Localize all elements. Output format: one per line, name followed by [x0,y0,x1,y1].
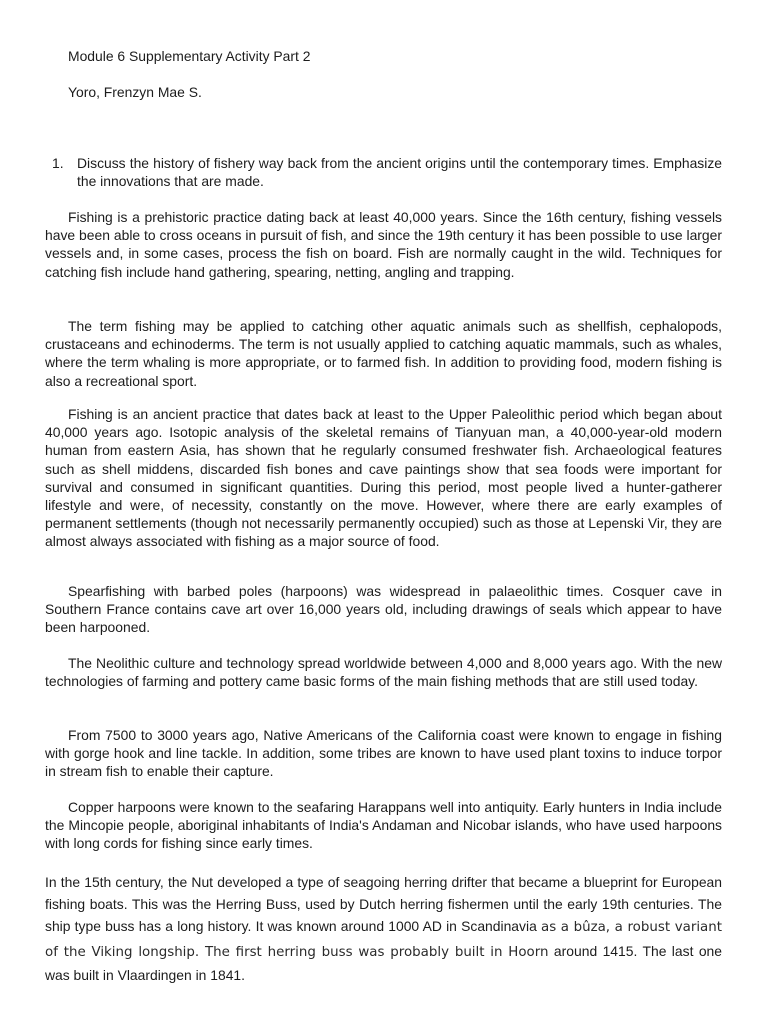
document-title: Module 6 Supplementary Activity Part 2 [68,48,311,64]
author-name: Yoro, Frenzyn Mae S. [68,84,202,100]
question-text: Discuss the history of fishery way back from the ancient origins until the contemporary times. Emphasize the innovations that are made. [77,155,722,190]
body-paragraph-4-wrap [45,582,722,637]
body-paragraph-6-wrap [45,726,722,781]
herring-buss-text-part1: In the 15th century, the Nut developed a type of seagoing herring drifter that became a blueprint for European fishing boats. This was the Herring Buss, used by Dutch herring fishermen until the early 19th centuries. The ship type buss has a long history. It was known around 1000 AD in Scandinavia [45,874,722,935]
body-paragraph-1-wrap [45,208,722,281]
body-paragraph-7-wrap [45,798,722,853]
herring-buss-text-part2: as a bûza, a robust variant of the Viking longship. The first herring buss was probably built in Hoorn [45,920,722,960]
body-paragraph-2-wrap [45,317,722,390]
body-paragraph-3-wrap [45,405,722,551]
body-paragraph: The Neolithic culture and technology spread worldwide between 4,000 and 8,000 years ago. With the new technologies of farming and pottery came basic forms of the main fishing methods that are still used today. [45,655,722,690]
herring-buss-text-part3: around 1415. The last one was built in Vlaardingen in 1841. [45,942,722,983]
body-paragraph: Fishing is a prehistoric practice dating back at least 40,000 years. Since the 16th century, fishing vessels have been able to cross oceans in pursuit of fish, and since the 19th century it has been possible to use larger vessels and, in some cases, process the fish on board. Fish are normally caught in the wild. Techniques for catching fish include hand gathering, spearing, netting, angling and trapping. [45,209,722,280]
body-paragraph: Spearfishing with barbed poles (harpoons) was widespread in palaeolithic times. Cosquer cave in Southern France contains cave art over 16,000 years old, including drawings of seals which appear to have been harpooned. [45,583,722,636]
question-item [52,154,722,190]
body-paragraph-5-wrap [45,654,722,690]
body-paragraph: Copper harpoons were known to the seafaring Harappans well into antiquity. Early hunters in India include the Mincopie people, aboriginal inhabitants of India's Andaman and Nicobar islands, who have used harpoons with long cords for fishing since early times. [45,799,722,852]
body-paragraph: The term fishing may be applied to catching other aquatic animals such as shellfish, cephalopods, crustaceans and echinoderms. The term is not usually applied to catching aquatic mammals, such as whales, where the term whaling is more appropriate, or to farmed fish. In addition to providing food, modern fishing is also a recreational sport. [45,318,722,389]
body-paragraph: From 7500 to 3000 years ago, Native Americans of the California coast were known to engage in fishing with gorge hook and line tackle. In addition, some tribes are known to have used plant toxins to induce torpor in stream fish to enable their capture. [45,727,722,780]
herring-buss-paragraph [45,871,722,986]
body-paragraph: Fishing is an ancient practice that dates back at least to the Upper Paleolithic period which began about 40,000 years ago. Isotopic analysis of the skeletal remains of Tianyuan man, a 40,000-year-old modern human from eastern Asia, has shown that he regularly consumed freshwater fish. Archaeological features such as shell middens, discarded fish bones and cave paintings show that sea foods were important for survival and consumed in significant quantities. During this period, most people lived a hunter-gatherer lifestyle and were, of necessity, constantly on the move. However, where there are early examples of permanent settlements (though not necessarily permanently occupied) such as those at Lepenski Vir, they are almost always associated with fishing as a major source of food. [45,406,722,550]
question-number: 1. [52,155,64,171]
